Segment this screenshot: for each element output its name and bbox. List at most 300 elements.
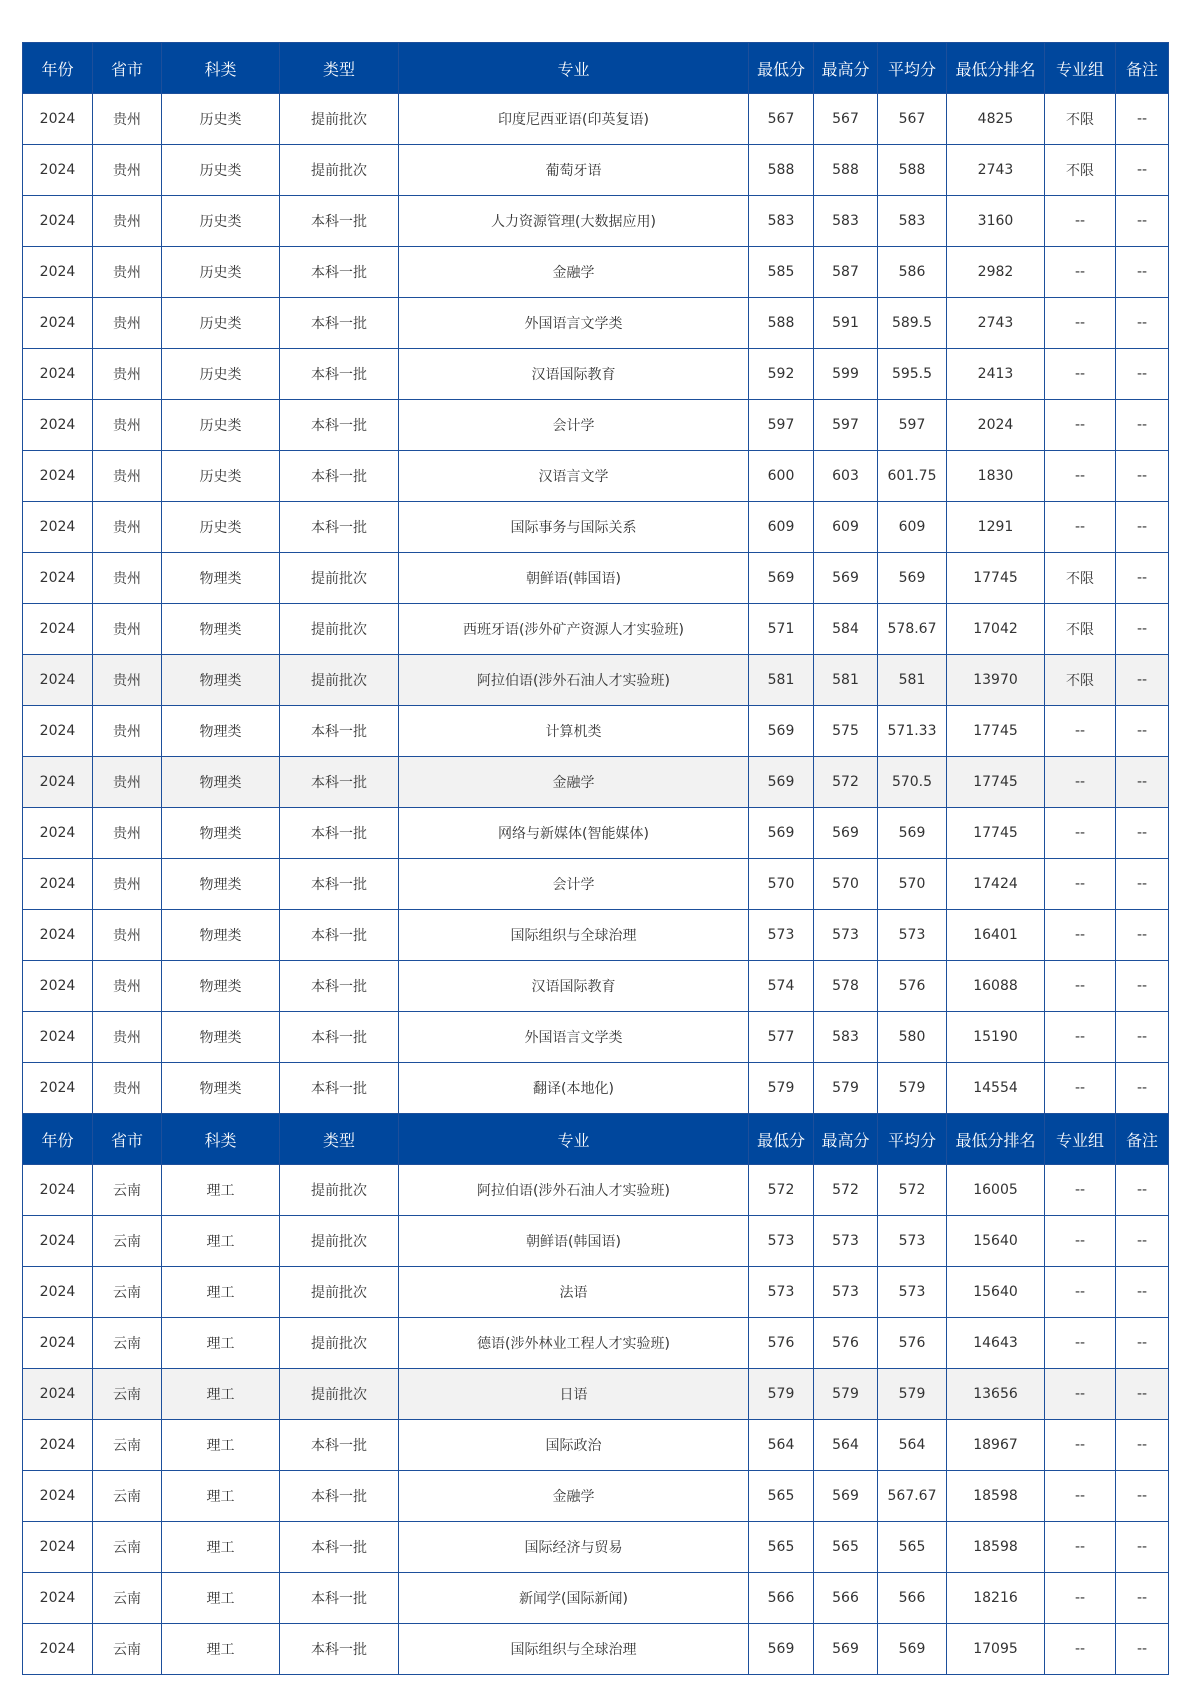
cell-province: 贵州 — [93, 502, 162, 553]
cell-year: 2024 — [23, 451, 93, 502]
cell-min-rank: 15640 — [947, 1267, 1045, 1318]
cell-province: 云南 — [93, 1369, 162, 1420]
cell-max-score: 583 — [814, 196, 878, 247]
cell-max-score: 564 — [814, 1420, 878, 1471]
cell-remark: -- — [1116, 1369, 1169, 1420]
cell-major-group: 不限 — [1045, 94, 1116, 145]
column-header-batch: 类型 — [280, 43, 399, 94]
cell-year: 2024 — [23, 757, 93, 808]
cell-major-group: -- — [1045, 1165, 1116, 1216]
table-row — [23, 859, 1169, 910]
cell-province: 贵州 — [93, 400, 162, 451]
cell-avg-score: 589.5 — [878, 298, 947, 349]
cell-major-group: -- — [1045, 859, 1116, 910]
cell-year: 2024 — [23, 1216, 93, 1267]
cell-batch: 提前批次 — [280, 655, 399, 706]
cell-major-group: -- — [1045, 1624, 1116, 1675]
cell-max-score: 578 — [814, 961, 878, 1012]
table-row — [23, 1063, 1169, 1114]
column-header-remark: 备注 — [1116, 1114, 1169, 1165]
cell-major-group: -- — [1045, 451, 1116, 502]
cell-batch: 本科一批 — [280, 961, 399, 1012]
cell-category: 物理类 — [162, 604, 280, 655]
cell-year: 2024 — [23, 910, 93, 961]
table-row — [23, 910, 1169, 961]
cell-min-rank: 18598 — [947, 1471, 1045, 1522]
cell-min-rank: 1291 — [947, 502, 1045, 553]
cell-province: 云南 — [93, 1522, 162, 1573]
cell-batch: 本科一批 — [280, 1522, 399, 1573]
cell-province: 贵州 — [93, 145, 162, 196]
cell-remark: -- — [1116, 553, 1169, 604]
cell-max-score: 567 — [814, 94, 878, 145]
cell-category: 理工 — [162, 1420, 280, 1471]
cell-avg-score: 595.5 — [878, 349, 947, 400]
cell-major: 金融学 — [399, 1471, 749, 1522]
cell-max-score: 569 — [814, 1624, 878, 1675]
table-row — [23, 502, 1169, 553]
cell-max-score: 576 — [814, 1318, 878, 1369]
cell-min-rank: 13656 — [947, 1369, 1045, 1420]
cell-province: 云南 — [93, 1573, 162, 1624]
cell-major-group: -- — [1045, 1522, 1116, 1573]
cell-batch: 提前批次 — [280, 145, 399, 196]
cell-min-rank: 2743 — [947, 298, 1045, 349]
cell-year: 2024 — [23, 298, 93, 349]
cell-max-score: 583 — [814, 1012, 878, 1063]
cell-batch: 本科一批 — [280, 1012, 399, 1063]
cell-max-score: 573 — [814, 1216, 878, 1267]
cell-avg-score: 567.67 — [878, 1471, 947, 1522]
cell-major-group: -- — [1045, 1318, 1116, 1369]
cell-year: 2024 — [23, 94, 93, 145]
cell-avg-score: 588 — [878, 145, 947, 196]
cell-major: 国际政治 — [399, 1420, 749, 1471]
cell-remark: -- — [1116, 1267, 1169, 1318]
cell-category: 理工 — [162, 1318, 280, 1369]
cell-year: 2024 — [23, 604, 93, 655]
table-row — [23, 1420, 1169, 1471]
cell-province: 云南 — [93, 1267, 162, 1318]
cell-major-group: -- — [1045, 298, 1116, 349]
cell-batch: 本科一批 — [280, 1573, 399, 1624]
cell-year: 2024 — [23, 1624, 93, 1675]
cell-year: 2024 — [23, 706, 93, 757]
table-row — [23, 1267, 1169, 1318]
cell-province: 云南 — [93, 1216, 162, 1267]
cell-year: 2024 — [23, 1471, 93, 1522]
table-row — [23, 94, 1169, 145]
cell-major: 国际组织与全球治理 — [399, 1624, 749, 1675]
cell-province: 贵州 — [93, 910, 162, 961]
cell-min-rank: 14643 — [947, 1318, 1045, 1369]
cell-major-group: -- — [1045, 1573, 1116, 1624]
cell-batch: 本科一批 — [280, 1063, 399, 1114]
cell-batch: 本科一批 — [280, 196, 399, 247]
table-row — [23, 1369, 1169, 1420]
cell-avg-score: 573 — [878, 1267, 947, 1318]
cell-year: 2024 — [23, 247, 93, 298]
cell-max-score: 584 — [814, 604, 878, 655]
cell-year: 2024 — [23, 196, 93, 247]
cell-avg-score: 567 — [878, 94, 947, 145]
cell-major: 国际事务与国际关系 — [399, 502, 749, 553]
cell-major-group: -- — [1045, 1471, 1116, 1522]
column-header-remark: 备注 — [1116, 43, 1169, 94]
cell-min-rank: 16088 — [947, 961, 1045, 1012]
cell-year: 2024 — [23, 1522, 93, 1573]
cell-min-score: 569 — [749, 553, 814, 604]
cell-batch: 提前批次 — [280, 604, 399, 655]
cell-remark: -- — [1116, 1471, 1169, 1522]
cell-min-score: 569 — [749, 706, 814, 757]
cell-major: 汉语言文学 — [399, 451, 749, 502]
cell-remark: -- — [1116, 1216, 1169, 1267]
cell-year: 2024 — [23, 1012, 93, 1063]
cell-min-score: 573 — [749, 910, 814, 961]
cell-category: 理工 — [162, 1369, 280, 1420]
cell-remark: -- — [1116, 1063, 1169, 1114]
cell-province: 云南 — [93, 1624, 162, 1675]
table-row — [23, 553, 1169, 604]
cell-major: 翻译(本地化) — [399, 1063, 749, 1114]
cell-year: 2024 — [23, 553, 93, 604]
cell-year: 2024 — [23, 808, 93, 859]
cell-year: 2024 — [23, 1369, 93, 1420]
cell-max-score: 572 — [814, 757, 878, 808]
cell-major-group: 不限 — [1045, 655, 1116, 706]
cell-major-group: -- — [1045, 1420, 1116, 1471]
cell-avg-score: 569 — [878, 808, 947, 859]
cell-min-score: 609 — [749, 502, 814, 553]
cell-major-group: -- — [1045, 502, 1116, 553]
cell-category: 历史类 — [162, 247, 280, 298]
cell-category: 物理类 — [162, 808, 280, 859]
column-header-major: 专业 — [399, 1114, 749, 1165]
cell-province: 贵州 — [93, 553, 162, 604]
cell-category: 理工 — [162, 1267, 280, 1318]
cell-min-score: 577 — [749, 1012, 814, 1063]
cell-min-score: 597 — [749, 400, 814, 451]
cell-province: 贵州 — [93, 298, 162, 349]
table-row — [23, 400, 1169, 451]
cell-batch: 提前批次 — [280, 1369, 399, 1420]
cell-min-score: 569 — [749, 1624, 814, 1675]
cell-province: 云南 — [93, 1420, 162, 1471]
table-row — [23, 706, 1169, 757]
cell-batch: 本科一批 — [280, 502, 399, 553]
cell-major: 外国语言文学类 — [399, 1012, 749, 1063]
column-header-batch: 类型 — [280, 1114, 399, 1165]
cell-province: 贵州 — [93, 247, 162, 298]
cell-avg-score: 565 — [878, 1522, 947, 1573]
cell-avg-score: 579 — [878, 1369, 947, 1420]
cell-province: 贵州 — [93, 757, 162, 808]
cell-min-score: 565 — [749, 1471, 814, 1522]
cell-major: 朝鲜语(韩国语) — [399, 553, 749, 604]
cell-batch: 提前批次 — [280, 1165, 399, 1216]
cell-max-score: 597 — [814, 400, 878, 451]
cell-min-score: 567 — [749, 94, 814, 145]
cell-year: 2024 — [23, 349, 93, 400]
cell-province: 贵州 — [93, 1063, 162, 1114]
table-row — [23, 349, 1169, 400]
cell-avg-score: 609 — [878, 502, 947, 553]
column-header-min-rank: 最低分排名 — [947, 1114, 1045, 1165]
cell-year: 2024 — [23, 1165, 93, 1216]
cell-batch: 本科一批 — [280, 1624, 399, 1675]
cell-year: 2024 — [23, 1063, 93, 1114]
cell-major: 外国语言文学类 — [399, 298, 749, 349]
cell-major: 德语(涉外林业工程人才实验班) — [399, 1318, 749, 1369]
column-header-province: 省市 — [93, 1114, 162, 1165]
cell-major-group: -- — [1045, 1369, 1116, 1420]
cell-category: 物理类 — [162, 1063, 280, 1114]
header-row — [23, 1114, 1169, 1165]
table-row — [23, 1165, 1169, 1216]
cell-category: 历史类 — [162, 451, 280, 502]
cell-remark: -- — [1116, 298, 1169, 349]
cell-major: 朝鲜语(韩国语) — [399, 1216, 749, 1267]
cell-batch: 本科一批 — [280, 349, 399, 400]
cell-min-rank: 2982 — [947, 247, 1045, 298]
cell-batch: 本科一批 — [280, 400, 399, 451]
cell-avg-score: 570 — [878, 859, 947, 910]
cell-province: 贵州 — [93, 604, 162, 655]
cell-min-score: 569 — [749, 757, 814, 808]
cell-major: 网络与新媒体(智能媒体) — [399, 808, 749, 859]
cell-major: 西班牙语(涉外矿产资源人才实验班) — [399, 604, 749, 655]
cell-province: 贵州 — [93, 808, 162, 859]
cell-avg-score: 573 — [878, 1216, 947, 1267]
cell-batch: 本科一批 — [280, 298, 399, 349]
cell-remark: -- — [1116, 1012, 1169, 1063]
cell-remark: -- — [1116, 145, 1169, 196]
cell-max-score: 569 — [814, 553, 878, 604]
cell-max-score: 603 — [814, 451, 878, 502]
cell-major: 葡萄牙语 — [399, 145, 749, 196]
cell-min-score: 566 — [749, 1573, 814, 1624]
cell-major: 会计学 — [399, 859, 749, 910]
table-row — [23, 1012, 1169, 1063]
cell-province: 贵州 — [93, 655, 162, 706]
cell-province: 贵州 — [93, 859, 162, 910]
cell-year: 2024 — [23, 961, 93, 1012]
cell-avg-score: 583 — [878, 196, 947, 247]
cell-batch: 提前批次 — [280, 553, 399, 604]
cell-min-score: 573 — [749, 1267, 814, 1318]
column-header-avg-score: 平均分 — [878, 43, 947, 94]
cell-remark: -- — [1116, 1420, 1169, 1471]
cell-major-group: -- — [1045, 1063, 1116, 1114]
cell-min-score: 579 — [749, 1063, 814, 1114]
table-row — [23, 247, 1169, 298]
cell-category: 历史类 — [162, 502, 280, 553]
cell-category: 历史类 — [162, 94, 280, 145]
cell-min-rank: 18216 — [947, 1573, 1045, 1624]
column-header-max-score: 最高分 — [814, 43, 878, 94]
cell-province: 贵州 — [93, 451, 162, 502]
cell-min-rank: 17424 — [947, 859, 1045, 910]
cell-min-rank: 17745 — [947, 757, 1045, 808]
cell-avg-score: 581 — [878, 655, 947, 706]
cell-major-group: -- — [1045, 247, 1116, 298]
table-row — [23, 757, 1169, 808]
cell-major-group: -- — [1045, 910, 1116, 961]
cell-avg-score: 579 — [878, 1063, 947, 1114]
cell-category: 历史类 — [162, 145, 280, 196]
cell-remark: -- — [1116, 400, 1169, 451]
cell-major-group: -- — [1045, 808, 1116, 859]
cell-province: 云南 — [93, 1318, 162, 1369]
cell-avg-score: 570.5 — [878, 757, 947, 808]
cell-min-score: 600 — [749, 451, 814, 502]
cell-batch: 本科一批 — [280, 451, 399, 502]
cell-batch: 提前批次 — [280, 1318, 399, 1369]
score-table-container — [22, 42, 1168, 1675]
cell-category: 物理类 — [162, 1012, 280, 1063]
table-row — [23, 604, 1169, 655]
cell-major: 阿拉伯语(涉外石油人才实验班) — [399, 655, 749, 706]
cell-category: 物理类 — [162, 655, 280, 706]
table-row — [23, 196, 1169, 247]
cell-year: 2024 — [23, 400, 93, 451]
column-header-min-score: 最低分 — [749, 1114, 814, 1165]
cell-remark: -- — [1116, 1624, 1169, 1675]
cell-min-score: 573 — [749, 1216, 814, 1267]
cell-min-rank: 14554 — [947, 1063, 1045, 1114]
cell-batch: 本科一批 — [280, 1471, 399, 1522]
cell-max-score: 572 — [814, 1165, 878, 1216]
column-header-year: 年份 — [23, 1114, 93, 1165]
cell-batch: 本科一批 — [280, 706, 399, 757]
cell-min-rank: 13970 — [947, 655, 1045, 706]
cell-category: 历史类 — [162, 298, 280, 349]
cell-avg-score: 569 — [878, 1624, 947, 1675]
cell-province: 贵州 — [93, 1012, 162, 1063]
cell-remark: -- — [1116, 196, 1169, 247]
cell-min-score: 585 — [749, 247, 814, 298]
cell-max-score: 609 — [814, 502, 878, 553]
cell-year: 2024 — [23, 145, 93, 196]
cell-remark: -- — [1116, 1573, 1169, 1624]
column-header-avg-score: 平均分 — [878, 1114, 947, 1165]
cell-min-rank: 17095 — [947, 1624, 1045, 1675]
cell-min-rank: 16005 — [947, 1165, 1045, 1216]
cell-remark: -- — [1116, 961, 1169, 1012]
cell-min-rank: 15640 — [947, 1216, 1045, 1267]
cell-min-score: 588 — [749, 298, 814, 349]
cell-min-rank: 17745 — [947, 553, 1045, 604]
header-row — [23, 43, 1169, 94]
cell-major: 法语 — [399, 1267, 749, 1318]
column-header-major-group: 专业组 — [1045, 43, 1116, 94]
cell-category: 理工 — [162, 1165, 280, 1216]
cell-major: 日语 — [399, 1369, 749, 1420]
cell-major: 人力资源管理(大数据应用) — [399, 196, 749, 247]
cell-province: 贵州 — [93, 196, 162, 247]
cell-remark: -- — [1116, 1522, 1169, 1573]
cell-province: 云南 — [93, 1471, 162, 1522]
cell-min-rank: 3160 — [947, 196, 1045, 247]
cell-major-group: -- — [1045, 1012, 1116, 1063]
cell-max-score: 599 — [814, 349, 878, 400]
column-header-min-rank: 最低分排名 — [947, 43, 1045, 94]
cell-min-score: 574 — [749, 961, 814, 1012]
cell-batch: 提前批次 — [280, 1216, 399, 1267]
cell-remark: -- — [1116, 706, 1169, 757]
cell-major-group: 不限 — [1045, 604, 1116, 655]
column-header-major: 专业 — [399, 43, 749, 94]
table-row — [23, 1624, 1169, 1675]
cell-min-score: 570 — [749, 859, 814, 910]
cell-major-group: -- — [1045, 400, 1116, 451]
cell-avg-score: 571.33 — [878, 706, 947, 757]
table-row — [23, 961, 1169, 1012]
table-body — [23, 43, 1169, 1675]
table-row — [23, 145, 1169, 196]
cell-remark: -- — [1116, 604, 1169, 655]
cell-min-rank: 4825 — [947, 94, 1045, 145]
table-row — [23, 1318, 1169, 1369]
cell-province: 贵州 — [93, 706, 162, 757]
cell-batch: 本科一批 — [280, 757, 399, 808]
cell-min-rank: 2024 — [947, 400, 1045, 451]
cell-province: 云南 — [93, 1165, 162, 1216]
cell-min-score: 564 — [749, 1420, 814, 1471]
cell-major: 会计学 — [399, 400, 749, 451]
cell-max-score: 587 — [814, 247, 878, 298]
column-header-major-group: 专业组 — [1045, 1114, 1116, 1165]
cell-major: 计算机类 — [399, 706, 749, 757]
cell-min-rank: 17745 — [947, 808, 1045, 859]
cell-min-score: 583 — [749, 196, 814, 247]
cell-max-score: 566 — [814, 1573, 878, 1624]
cell-min-score: 569 — [749, 808, 814, 859]
cell-avg-score: 586 — [878, 247, 947, 298]
cell-major: 阿拉伯语(涉外石油人才实验班) — [399, 1165, 749, 1216]
column-header-province: 省市 — [93, 43, 162, 94]
cell-remark: -- — [1116, 757, 1169, 808]
cell-max-score: 573 — [814, 1267, 878, 1318]
cell-major-group: -- — [1045, 757, 1116, 808]
cell-major-group: -- — [1045, 961, 1116, 1012]
cell-year: 2024 — [23, 1267, 93, 1318]
cell-category: 历史类 — [162, 349, 280, 400]
cell-max-score: 575 — [814, 706, 878, 757]
cell-remark: -- — [1116, 808, 1169, 859]
cell-remark: -- — [1116, 451, 1169, 502]
cell-remark: -- — [1116, 94, 1169, 145]
cell-avg-score: 572 — [878, 1165, 947, 1216]
cell-min-score: 579 — [749, 1369, 814, 1420]
cell-avg-score: 576 — [878, 1318, 947, 1369]
cell-max-score: 591 — [814, 298, 878, 349]
admission-score-table — [22, 42, 1169, 1675]
cell-avg-score: 564 — [878, 1420, 947, 1471]
cell-major: 汉语国际教育 — [399, 349, 749, 400]
cell-avg-score: 576 — [878, 961, 947, 1012]
column-header-category: 科类 — [162, 43, 280, 94]
cell-batch: 提前批次 — [280, 1267, 399, 1318]
cell-max-score: 579 — [814, 1369, 878, 1420]
cell-province: 贵州 — [93, 961, 162, 1012]
cell-major-group: 不限 — [1045, 145, 1116, 196]
table-row — [23, 1522, 1169, 1573]
cell-major-group: -- — [1045, 196, 1116, 247]
cell-min-score: 581 — [749, 655, 814, 706]
cell-major: 新闻学(国际新闻) — [399, 1573, 749, 1624]
